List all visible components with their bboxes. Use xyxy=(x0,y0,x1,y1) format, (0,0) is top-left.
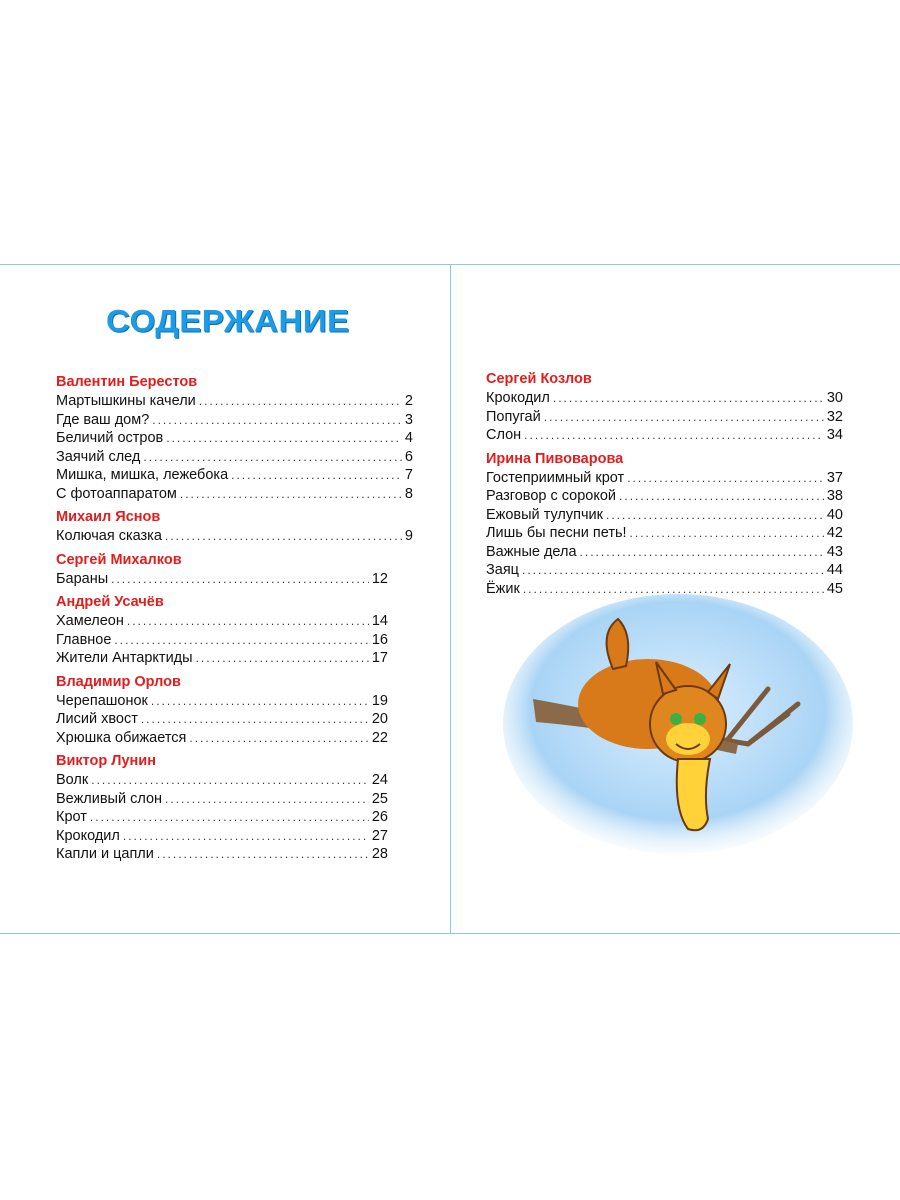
dot-leader xyxy=(166,429,402,448)
toc-entry-title: Хамелеон xyxy=(56,613,124,629)
toc-entry-page: 6 xyxy=(404,448,413,465)
lynx-on-branch-illustration xyxy=(498,594,858,874)
toc-entry-page: 25 xyxy=(371,790,388,807)
toc-entry-page: 4 xyxy=(404,430,413,446)
toc-entry-page: 2 xyxy=(404,393,413,409)
toc-entry-page: 45 xyxy=(826,580,843,597)
dot-leader xyxy=(630,524,824,543)
toc-entry-page: 20 xyxy=(371,711,388,727)
toc-entry-page: 30 xyxy=(826,390,843,406)
toc-entry-page: 9 xyxy=(404,528,413,544)
author-heading: Михаил Яснов xyxy=(56,509,161,525)
lynx-muzzle xyxy=(666,723,710,755)
dot-leader xyxy=(231,466,402,485)
author-heading: Андрей Усачёв xyxy=(56,594,164,610)
toc-entry[interactable] xyxy=(486,426,843,445)
toc-entry-page: 14 xyxy=(371,613,388,629)
author-heading: Сергей Козлов xyxy=(486,371,592,387)
toc-entry-title: Главное xyxy=(56,631,112,648)
toc-entry[interactable] xyxy=(56,429,413,448)
toc-entry-title: Крокодил xyxy=(56,827,120,844)
dot-leader xyxy=(180,485,402,504)
toc-entry-title: Лисий хвост xyxy=(56,711,138,727)
dot-leader xyxy=(627,469,824,488)
toc-entry-title: Колючая сказка xyxy=(56,528,162,544)
toc-entry-page: 17 xyxy=(371,650,388,666)
dot-leader xyxy=(522,561,824,580)
toc-entry-title: Мишка, мишка, лежебока xyxy=(56,467,229,483)
toc-entry-title: Черепашонок xyxy=(56,692,148,709)
dot-leader xyxy=(619,487,824,506)
toc-entry-page: 12 xyxy=(371,570,388,587)
toc-entry-title: Беличий остров xyxy=(56,430,164,446)
toc-entry-title: С фотоаппаратом xyxy=(56,485,177,502)
toc-right-column xyxy=(486,370,843,598)
book-spread xyxy=(0,264,900,934)
dot-leader xyxy=(606,506,824,525)
toc-entry-page: 40 xyxy=(826,506,843,523)
toc-entry[interactable] xyxy=(56,827,413,846)
toc-entry-title: Ежовый тулупчик xyxy=(486,506,603,523)
dot-leader xyxy=(524,426,824,445)
toc-entry[interactable] xyxy=(56,485,413,504)
toc-entry-title: Крокодил xyxy=(486,390,550,406)
dot-leader xyxy=(141,710,369,729)
toc-entry-page: 37 xyxy=(826,469,843,486)
lynx-paw xyxy=(677,759,710,830)
toc-entry[interactable] xyxy=(56,692,413,711)
dot-leader xyxy=(111,570,369,589)
toc-entry-page: 44 xyxy=(826,562,843,578)
toc-entry-title: Мартышкины качели xyxy=(56,393,196,409)
toc-entry[interactable] xyxy=(486,469,843,488)
toc-entry-page: 26 xyxy=(371,809,388,825)
page-spine xyxy=(450,264,451,934)
dot-leader xyxy=(123,827,369,846)
author-heading: Владимир Орлов xyxy=(56,673,181,690)
toc-entry-title: Крот xyxy=(56,809,87,825)
toc-entry-page: 28 xyxy=(371,846,388,862)
toc-left-column xyxy=(56,373,413,864)
toc-entry[interactable] xyxy=(56,448,413,467)
toc-entry-title: Гостеприимный крот xyxy=(486,469,625,486)
toc-entry-page: 16 xyxy=(371,631,388,648)
toc-entry[interactable] xyxy=(486,389,843,408)
toc-entry-title: Заячий след xyxy=(56,448,141,465)
toc-entry-page: 3 xyxy=(404,411,413,428)
author-heading: Валентин Берестов xyxy=(56,374,198,390)
toc-entry-title: Капли и цапли xyxy=(56,846,154,862)
author-heading: Виктор Лунин xyxy=(56,753,156,769)
dot-leader xyxy=(199,392,402,411)
toc-entry-page: 34 xyxy=(826,427,843,443)
toc-entry-page: 22 xyxy=(371,729,388,746)
toc-entry-title: Попугай xyxy=(486,408,541,425)
toc-entry[interactable] xyxy=(56,845,413,864)
toc-entry-title: Лишь бы песни петь! xyxy=(486,525,627,541)
toc-entry[interactable] xyxy=(486,487,843,506)
toc-entry-title: Вежливый слон xyxy=(56,790,163,807)
toc-entry-page: 42 xyxy=(826,525,843,541)
toc-entry-title: Ёжик xyxy=(486,580,520,597)
toc-entry[interactable] xyxy=(56,570,413,589)
toc-entry-page: 43 xyxy=(826,543,843,560)
dot-leader xyxy=(127,612,369,631)
dot-leader xyxy=(143,448,402,467)
toc-entry[interactable] xyxy=(56,710,413,729)
toc-entry-page: 24 xyxy=(371,772,388,788)
toc-entry[interactable] xyxy=(486,561,843,580)
dot-leader xyxy=(189,729,368,748)
dot-leader xyxy=(157,845,369,864)
page-title: СОДЕРЖАНИЕ xyxy=(106,302,350,339)
dot-leader xyxy=(553,389,824,408)
toc-entry-page: 7 xyxy=(404,467,413,483)
toc-entry[interactable] xyxy=(56,612,413,631)
toc-entry[interactable] xyxy=(56,729,413,748)
lynx-eye-right xyxy=(694,713,706,725)
toc-entry[interactable] xyxy=(56,631,413,650)
dot-leader xyxy=(165,527,402,546)
author-heading: Ирина Пивоварова xyxy=(486,450,624,467)
toc-entry-title: Заяц xyxy=(486,562,519,578)
dot-leader xyxy=(90,808,369,827)
toc-entry[interactable] xyxy=(56,808,413,827)
dot-leader xyxy=(114,631,368,650)
dot-leader xyxy=(544,408,824,427)
dot-leader xyxy=(91,771,369,790)
dot-leader xyxy=(196,649,369,668)
dot-leader xyxy=(151,692,369,711)
toc-entry[interactable] xyxy=(486,524,843,543)
toc-entry-title: Хрюшка обижается xyxy=(56,729,187,746)
toc-entry[interactable] xyxy=(56,392,413,411)
toc-entry-page: 8 xyxy=(404,485,413,502)
toc-entry-page: 19 xyxy=(371,692,388,709)
toc-entry[interactable] xyxy=(56,466,413,485)
toc-entry-title: Разговор с сорокой xyxy=(486,488,617,504)
toc-entry-page: 32 xyxy=(826,408,843,425)
toc-entry[interactable] xyxy=(56,411,413,430)
toc-entry-title: Важные дела xyxy=(486,543,577,560)
dot-leader xyxy=(580,543,824,562)
toc-entry-title: Волк xyxy=(56,772,89,788)
dot-leader xyxy=(152,411,402,430)
dot-leader xyxy=(165,790,369,809)
toc-entry[interactable] xyxy=(486,408,843,427)
toc-entry-title: Слон xyxy=(486,427,522,443)
toc-entry[interactable] xyxy=(56,771,413,790)
toc-entry-title: Бараны xyxy=(56,570,109,587)
toc-entry[interactable] xyxy=(56,527,413,546)
lynx-eye-left xyxy=(670,713,682,725)
toc-entry[interactable] xyxy=(56,790,413,809)
toc-entry[interactable] xyxy=(486,543,843,562)
toc-entry[interactable] xyxy=(56,649,413,668)
toc-entry-title: Жители Антарктиды xyxy=(56,650,193,666)
toc-entry[interactable] xyxy=(486,506,843,525)
toc-entry-page: 38 xyxy=(826,488,843,504)
author-heading: Сергей Михалков xyxy=(56,551,182,568)
toc-entry-title: Где ваш дом? xyxy=(56,411,150,428)
toc-entry-page: 27 xyxy=(371,827,388,844)
